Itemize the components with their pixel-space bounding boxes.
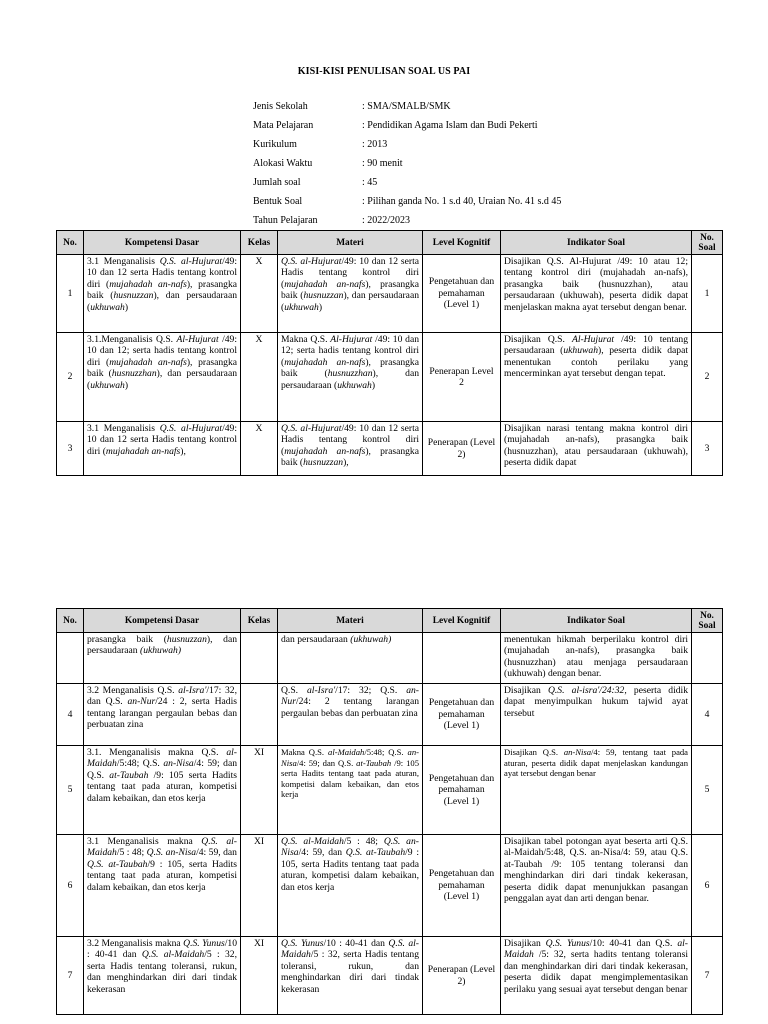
row-kompetensi-dasar: 3.2 Menganalisis makna Q.S. Yunus/10 : 40-41 dan Q.S. al-Maidah/5 : 32, serta Hadis tentang toleransi, rukun, dan menghindarkan diri dari tindak kekerasan	[84, 937, 241, 1015]
row-kelas: XI	[241, 835, 278, 937]
header-indikator-soal: Indikator Soal	[501, 231, 692, 255]
row-indikator-soal: Disajikan Q.S. Yunus/10: 40-41 dan Q.S. al-Maidah /5: 32, serta hadits tentang toleransi dan menghindarkan diri dari tindak kekerasan, peserta didik dapat mengimplementasikan perilaku yang sesuai ayat tersebut dengan benar	[501, 937, 692, 1015]
row-kelas: X	[241, 422, 278, 476]
row-kompetensi-dasar: 3.1.Menganalisis Q.S. Al-Hujurat /49: 10 dan 12; serta hadis tentang kontrol diri (mujahadah an-nafs), prasangka baik (husnuzzhan), dan persaudaraan (ukhuwah)	[84, 333, 241, 422]
row-indikator-soal: Disajikan Q.S. Al-Hujurat /49: 10 tentang persaudaraan (ukhuwah), peserta didik dapat menentukan contoh perilaku yang mencerminkan ayat tersebut dengan tepat.	[501, 333, 692, 422]
row-no-soal: 1	[692, 255, 723, 333]
meta-key: Jumlah soal	[253, 177, 301, 188]
row-indikator-soal: Disajikan tabel potongan ayat beserta arti Q.S. al-Maidah/5:48, Q.S. an-Nisa/4: 59, atau Q.S. at-Taubah /9: 105 tentang toleransi dan menghindarkan diri dari tindak kekerasan, peserta didik dapat menunjukkan pasangan penggalan ayat dan arti dengan benar.	[501, 835, 692, 937]
meta-key: Tahun Pelajaran	[253, 215, 318, 226]
row-indikator-soal: Disajikan Q.S. Al-Hujurat /49: 10 atau 12; tentang kontrol diri (mujahadah an-nafs), prasangka baik (husnuzzhan), atau persaudaraan (ukhuwah), peserta didik dapat menjelaskan makna ayat tersebut dengan benar.	[501, 255, 692, 333]
meta-row	[253, 116, 561, 135]
row-kelas: X	[241, 333, 278, 422]
meta-key: Mata Pelajaran	[253, 120, 314, 131]
header-level-kognitif: Level Kognitif	[423, 609, 501, 633]
row-no-soal	[692, 633, 723, 684]
meta-value: : SMA/SMALB/SMK	[362, 101, 451, 112]
header-materi: Materi	[278, 609, 423, 633]
row-indikator-soal: Disajikan narasi tentang makna kontrol diri (mujahadah an-nafs), prasangka baik (husnuzzhan), atau persaudaraan (ukhuwah), peserta didik dapat	[501, 422, 692, 476]
row-no: 1	[57, 255, 84, 333]
row-no: 7	[57, 937, 84, 1015]
header-level-kognitif: Level Kognitif	[423, 231, 501, 255]
row-kelas	[241, 684, 278, 746]
header-no-soal: No. Soal	[692, 609, 723, 633]
row-kompetensi-dasar: 3.1 Menganalisis makna Q.S. al-Maidah/5 : 48; Q.S. an-Nisa/4: 59, dan Q.S. at-Taubah/9 : 105, serta Hadits tentang taat pada aturan, kompetisi dalam kebaikan, dan etos kerja	[84, 835, 241, 937]
row-level-kognitif	[423, 633, 501, 684]
header-kelas: Kelas	[241, 231, 278, 255]
row-materi: dan persaudaraan (ukhuwah)	[278, 633, 423, 684]
row-no-soal: 2	[692, 333, 723, 422]
row-materi: Makna Q.S. al-Maidah/5:48; Q.S. an-Nisa/4: 59; dan Q.S. at-Taubah /9: 105 serta Hadits tentang taat pada aturan, kompetisi dalam kebaikan, dan etos kerja	[278, 746, 423, 835]
meta-row	[253, 154, 561, 173]
row-kompetensi-dasar: 3.1 Menganalisis Q.S. al-Hujurat/49: 10 dan 12 serta Hadis tentang kontrol diri (mujahadah an-nafs),	[84, 422, 241, 476]
row-indikator-soal: menentukan hikmah berperilaku kontrol diri (mujahadah an-nafs), prasangka baik (husnuzzhan) atau menjaga persaudaraan (ukhuwah) dengan benar.	[501, 633, 692, 684]
table-row	[57, 835, 723, 937]
row-kompetensi-dasar: 3.1. Menganalisis makna Q.S. al-Maidah/5:48; Q.S. an-Nisa/4: 59; dan Q.S. at-Taubah /9: 105 serta Hadits tentang taat pada aturan, kompetisi dalam kebaikan, dan etos kerja	[84, 746, 241, 835]
row-level-kognitif: Penerapan (Level 2)	[423, 937, 501, 1015]
row-kompetensi-dasar: prasangka baik (husnuzzan), dan persaudaraan (ukhuwah)	[84, 633, 241, 684]
meta-row	[253, 97, 561, 116]
meta-value: : Pilihan ganda No. 1 s.d 40, Uraian No. 41 s.d 45	[362, 196, 562, 207]
row-level-kognitif: Pengetahuan dan pemahaman (Level 1)	[423, 255, 501, 333]
meta-value: : Pendidikan Agama Islam dan Budi Pekerti	[362, 120, 538, 131]
row-no-soal: 6	[692, 835, 723, 937]
meta-key: Bentuk Soal	[253, 196, 303, 207]
table-row	[57, 422, 723, 476]
header-kompetensi-dasar: Kompetensi Dasar	[84, 609, 241, 633]
document-meta	[253, 97, 561, 230]
meta-key: Alokasi Waktu	[253, 158, 313, 169]
meta-row	[253, 135, 561, 154]
row-no	[57, 633, 84, 684]
table-row	[57, 937, 723, 1015]
row-no: 3	[57, 422, 84, 476]
row-materi: Makna Q.S. Al-Hujurat /49: 10 dan 12; serta hadis tentang kontrol diri (mujahadah an-nafs), prasangka baik (husnuzzhan), dan persaudaraan (ukhuwah)	[278, 333, 423, 422]
document-title: KISI-KISI PENULISAN SOAL US PAI	[297, 66, 471, 77]
row-kompetensi-dasar: 3.1 Menganalisis Q.S. al-Hujurat/49: 10 dan 12 serta Hadis tentang kontrol diri (mujahadah an-nafs), prasangka baik (husnuzzan), dan persaudaraan (ukhuwah)	[84, 255, 241, 333]
table-row	[57, 684, 723, 746]
header-materi: Materi	[278, 231, 423, 255]
row-kelas: XI	[241, 937, 278, 1015]
header-no: No.	[57, 609, 84, 633]
row-kelas: X	[241, 255, 278, 333]
row-indikator-soal: Disajikan Q.S. an-Nisa/4: 59, tentang taat pada aturan, peserta didik dapat menjelaskan kandungan ayat tersebut dengan benar	[501, 746, 692, 835]
meta-key: Kurikulum	[253, 139, 297, 150]
meta-key: Jenis Sekolah	[253, 101, 308, 112]
row-no-soal: 5	[692, 746, 723, 835]
header-kompetensi-dasar: Kompetensi Dasar	[84, 231, 241, 255]
row-level-kognitif: Pengetahuan dan pemahaman (Level 1)	[423, 835, 501, 937]
row-kelas: XI	[241, 746, 278, 835]
row-no-soal: 4	[692, 684, 723, 746]
row-indikator-soal: Disajikan Q.S. al-isra'/24:32, peserta didik dapat menyimpulkan hukum tajwid ayat tersebut	[501, 684, 692, 746]
row-level-kognitif: Penerapan Level 2	[423, 333, 501, 422]
row-materi: Q.S. al-Hujurat/49: 10 dan 12 serta Hadis tentang kontrol diri (mujahadah an-nafs), prasangka baik (husnuzzan),	[278, 422, 423, 476]
row-no: 4	[57, 684, 84, 746]
meta-value: : 2022/2023	[362, 215, 411, 226]
meta-value: : 45	[362, 177, 378, 188]
meta-row	[253, 173, 561, 192]
header-kelas: Kelas	[241, 609, 278, 633]
row-kompetensi-dasar: 3.2 Menganalisis Q.S. al-Isra'/17: 32, dan Q.S. an-Nur/24 : 2, serta Hadis tentang larangan pergaulan bebas dan perbuatan zina	[84, 684, 241, 746]
row-no-soal: 3	[692, 422, 723, 476]
meta-row	[253, 192, 561, 211]
kisi-table-page-2	[56, 608, 723, 1015]
meta-value: : 2013	[362, 139, 388, 150]
table-row	[57, 255, 723, 333]
row-no: 6	[57, 835, 84, 937]
meta-value: : 90 menit	[362, 158, 403, 169]
row-kelas	[241, 633, 278, 684]
kisi-table-page-1	[56, 230, 723, 476]
header-indikator-soal: Indikator Soal	[501, 609, 692, 633]
row-materi: Q.S. al-Maidah/5 : 48; Q.S. an-Nisa/4: 59, dan Q.S. at-Taubah/9 : 105, serta Hadits tentang taat pada aturan, kompetisi dalam kebaikan, dan etos kerja	[278, 835, 423, 937]
row-level-kognitif: Pengetahuan dan pemahaman (Level 1)	[423, 684, 501, 746]
row-level-kognitif: Pengetahuan dan pemahaman (Level 1)	[423, 746, 501, 835]
row-no: 2	[57, 333, 84, 422]
table-header-row	[57, 231, 723, 255]
header-no: No.	[57, 231, 84, 255]
row-level-kognitif: Penerapan (Level 2)	[423, 422, 501, 476]
row-materi: Q.S. al-Hujurat/49: 10 dan 12 serta Hadis tentang kontrol diri (mujahadah an-nafs), prasangka baik (husnuzzan), dan persaudaraan (ukhuwah)	[278, 255, 423, 333]
table-row	[57, 633, 723, 684]
table-header-row	[57, 609, 723, 633]
row-materi: Q.S. Yunus/10 : 40-41 dan Q.S. al-Maidah/5 : 32, serta Hadis tentang toleransi, rukun, dan menghindarkan diri dari tindak kekerasan	[278, 937, 423, 1015]
row-no: 5	[57, 746, 84, 835]
table-row	[57, 746, 723, 835]
table-row	[57, 333, 723, 422]
row-no-soal: 7	[692, 937, 723, 1015]
row-materi: Q.S. al-Isra'/17: 32; Q.S. an-Nur/24: 2 tentang larangan pergaulan bebas dan perbuatan zina	[278, 684, 423, 746]
meta-row	[253, 211, 561, 230]
header-no-soal: No. Soal	[692, 231, 723, 255]
